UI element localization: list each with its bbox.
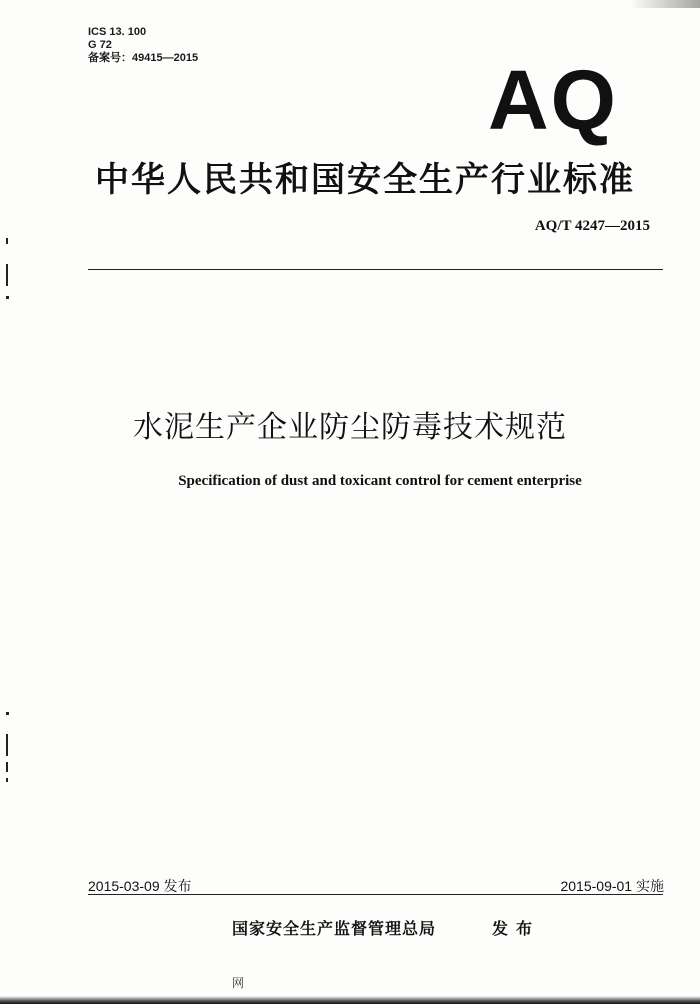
ics-code: ICS 13. 100 [88, 26, 147, 38]
scan-artifact [6, 734, 8, 756]
footer-mark: 网 [232, 976, 245, 990]
filing-number: 备案号：49415—2015 [88, 52, 199, 64]
scan-artifact [6, 778, 8, 782]
publish-label: 发布 [492, 919, 541, 938]
header-divider [88, 269, 663, 270]
scan-artifact [6, 264, 8, 286]
scan-artifact [6, 296, 9, 299]
ccs-code: G 72 [88, 39, 112, 51]
publisher-name: 国家安全生产监督管理总局 [232, 919, 437, 938]
standard-number: AQ/T 4247—2015 [534, 218, 650, 234]
aq-logo: AQ [488, 53, 618, 147]
classification-block [88, 26, 198, 65]
scan-artifact [6, 238, 8, 244]
document-title-chinese: 水泥生产企业防尘防毒技术规范 [133, 410, 567, 445]
issue-date: 2015-03-09 发布 [88, 878, 192, 894]
document-title-english: Specification of dust and toxicant control for cement enterprise [178, 473, 582, 489]
scan-artifact [6, 762, 8, 772]
scan-shadow [630, 0, 700, 8]
scan-artifact [6, 712, 9, 715]
scan-bottom-edge [0, 996, 700, 1004]
effective-date: 2015-09-01 实施 [560, 878, 664, 894]
industry-standard-title: 中华人民共和国安全生产行业标准 [95, 160, 635, 200]
footer-divider [88, 894, 663, 895]
